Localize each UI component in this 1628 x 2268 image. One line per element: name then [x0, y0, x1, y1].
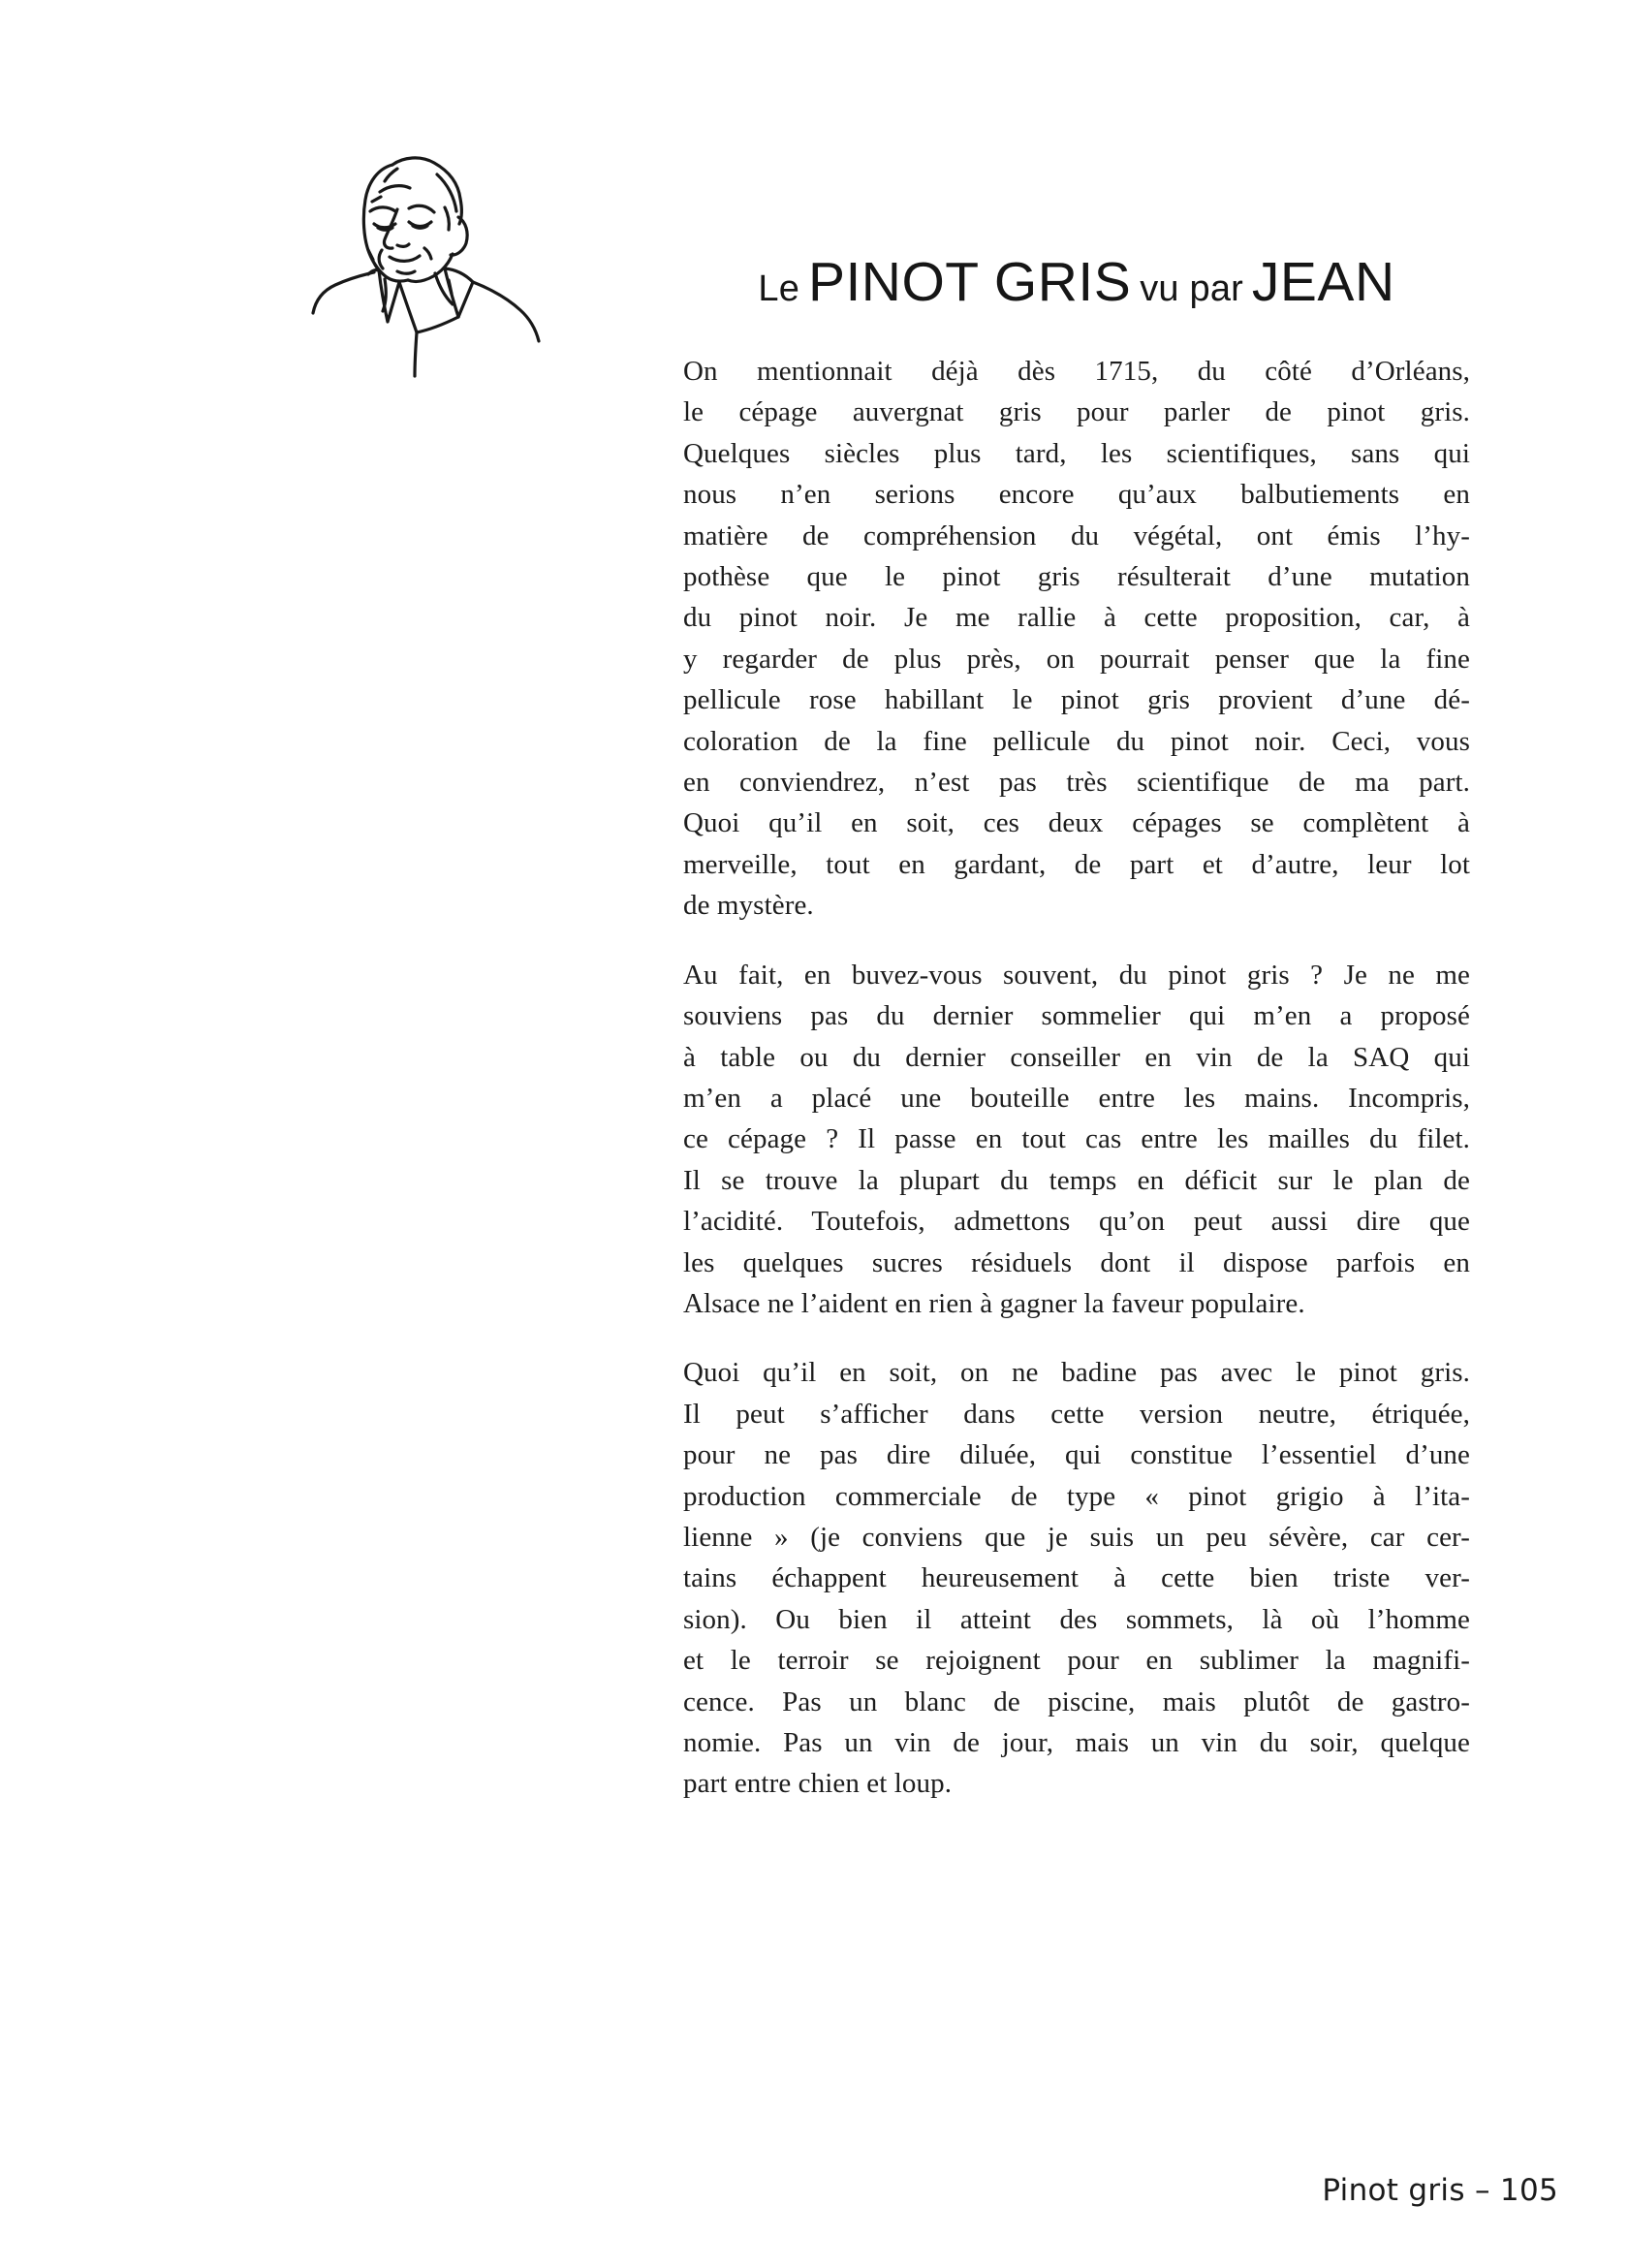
footer-dash: –	[1474, 2173, 1490, 2208]
text-line: Quoi qu’il en soit, on ne badine pas avec le pinot gris.	[683, 1357, 1470, 1389]
text-line: sion). Ou bien il atteint des sommets, là où l’homme	[683, 1603, 1470, 1635]
text-line: pellicule rose habillant le pinot gris provient d’une dé-	[683, 684, 1470, 716]
text-line: en conviendrez, n’est pas très scientifique de ma part.	[683, 767, 1470, 799]
title-prefix: Le	[758, 268, 800, 309]
text-line: Il peut s’afficher dans cette version neutre, étriquée,	[683, 1398, 1470, 1430]
title-grape-name: PINOT GRIS	[807, 251, 1132, 313]
text-line: part entre chien et loup.	[683, 1768, 953, 1800]
text-line: ce cépage ? Il passe en tout cas entre les mailles du filet.	[683, 1123, 1470, 1155]
text-line: à table ou du dernier conseiller en vin de la SAQ qui	[683, 1041, 1470, 1073]
man-portrait-sketch-icon	[300, 153, 552, 378]
paragraph	[683, 955, 1470, 1325]
text-line: Au fait, en buvez-vous souvent, du pinot gris ? Je ne me	[683, 959, 1470, 991]
text-line: le cépage auvergnat gris pour parler de pinot gris.	[683, 396, 1470, 428]
text-line: pothèse que le pinot gris résulterait d’une mutation	[683, 561, 1470, 593]
article-body	[683, 351, 1470, 1833]
text-line: On mentionnait déjà dès 1715, du côté d’Orléans,	[683, 356, 1470, 387]
text-line: nomie. Pas un vin de jour, mais un vin du soir, quelque	[683, 1727, 1470, 1758]
text-line: lienne » (je conviens que je suis un peu sévère, car cer-	[683, 1521, 1470, 1553]
text-line: pour ne pas dire diluée, qui constitue l’essentiel d’une	[683, 1439, 1470, 1471]
text-line: du pinot noir. Je me rallie à cette proposition, car, à	[683, 602, 1470, 634]
title-author-name: JEAN	[1251, 251, 1395, 313]
text-line: tains échappent heureusement à cette bien triste ver-	[683, 1562, 1470, 1594]
text-line: production commerciale de type « pinot grigio à l’ita-	[683, 1480, 1470, 1512]
text-line: Il se trouve la plupart du temps en déficit sur le plan de	[683, 1164, 1470, 1196]
text-line: coloration de la fine pellicule du pinot noir. Ceci, vous	[683, 725, 1470, 757]
text-line: y regarder de plus près, on pourrait penser que la fine	[683, 643, 1470, 675]
text-line: merveille, tout en gardant, de part et d’autre, leur lot	[683, 848, 1470, 880]
footer-section-label: Pinot gris	[1322, 2173, 1465, 2208]
page-footer	[1322, 2172, 1558, 2209]
text-line: et le terroir se rejoignent pour en sublimer la magnifi-	[683, 1645, 1470, 1677]
text-line: matière de compréhension du végétal, ont émis l’hy-	[683, 520, 1470, 551]
text-line: m’en a placé une bouteille entre les mains. Incompris,	[683, 1082, 1470, 1114]
text-line: Quelques siècles plus tard, les scientifiques, sans qui	[683, 437, 1470, 469]
page-title	[683, 251, 1470, 322]
paragraph	[683, 1352, 1470, 1804]
text-line: Quoi qu’il en soit, ces deux cépages se complètent à	[683, 807, 1470, 839]
text-line: Alsace ne l’aident en rien à gagner la faveur populaire.	[683, 1287, 1305, 1319]
footer-page-number: 105	[1499, 2173, 1558, 2208]
text-line: les quelques sucres résiduels dont il dispose parfois en	[683, 1246, 1470, 1278]
text-line: nous n’en serions encore qu’aux balbutiements en	[683, 479, 1470, 511]
text-line: cence. Pas un blanc de piscine, mais plutôt de gastro-	[683, 1685, 1470, 1717]
text-line: souviens pas du dernier sommelier qui m’en a proposé	[683, 1000, 1470, 1032]
text-line: de mystère.	[683, 890, 814, 922]
title-connector: vu par	[1140, 268, 1244, 309]
paragraph	[683, 351, 1470, 927]
text-line: l’acidité. Toutefois, admettons qu’on peut aussi dire que	[683, 1206, 1470, 1238]
